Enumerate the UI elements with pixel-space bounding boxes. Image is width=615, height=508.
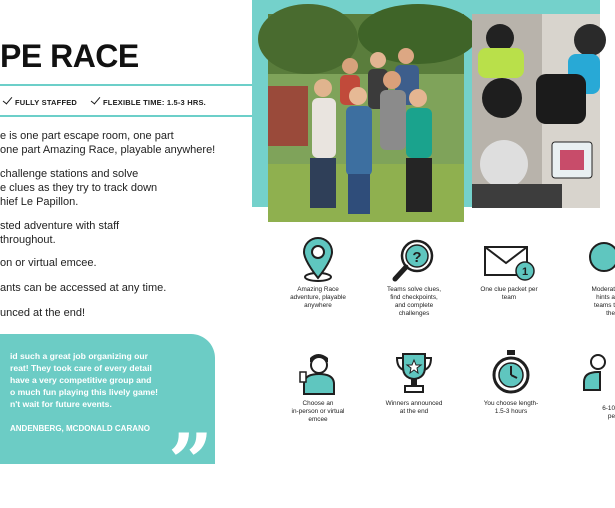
- feature-caption: You choose length- 1.5-3 hours: [483, 400, 539, 415]
- feature-caption: Winners announced at the end: [385, 400, 443, 415]
- description-line: challenge stations and solve: [0, 168, 139, 180]
- emcee-icon: [298, 350, 338, 401]
- feature-caption: Choose an in-person or virtual emcee: [291, 400, 345, 423]
- feature-caption: One clue packet per team: [480, 286, 538, 301]
- svg-text:?: ?: [412, 249, 422, 266]
- testimonial-line: o much fun playing this lively game!: [10, 387, 159, 397]
- people-icon: [582, 352, 600, 397]
- description-line: throughout.: [0, 234, 56, 246]
- feature-caption: Moderat hints a teams t the: [591, 286, 615, 317]
- description-line: one part Amazing Race, playable anywhere!: [0, 144, 216, 156]
- description-line: ants can be accessed at any time.: [0, 282, 167, 294]
- stopwatch-icon: [490, 349, 532, 400]
- svg-text:1: 1: [521, 266, 529, 278]
- question-magnifier-icon: [391, 237, 437, 288]
- description-line: e clues as they try to track down: [0, 182, 158, 194]
- team-activity-photo: [472, 14, 600, 208]
- team-photo: [268, 14, 464, 222]
- testimonial-box: [0, 334, 215, 508]
- check-icon: [3, 94, 13, 104]
- map-pin-icon: [301, 237, 335, 288]
- trophy-icon: [394, 351, 434, 400]
- quote-mark-icon: ”: [168, 417, 213, 508]
- testimonial-line: have a very competitive group and: [10, 375, 152, 385]
- description-line: on or virtual emcee.: [0, 257, 97, 269]
- description-line: e is one part escape room, one part: [0, 130, 174, 142]
- tag-flexible-time: FLEXIBLE TIME: 1.5-3 HRS.: [93, 96, 206, 107]
- description-line: unced at the end!: [0, 307, 86, 319]
- feature-caption: Teams solve clues, find checkpoints, and complete challenges: [387, 286, 441, 317]
- testimonial-line: reat! They took care of every detail: [10, 363, 152, 373]
- testimonial-signature: ANDENBERG, MCDONALD CARANO: [10, 424, 150, 433]
- tag-fully-staffed: FULLY STAFFED: [5, 96, 77, 107]
- envelope-icon: [483, 243, 537, 288]
- feature-caption: Amazing Race adventure, playable anywhere: [290, 286, 346, 309]
- testimonial-line: id such a great job organizing our: [10, 351, 148, 361]
- page-title: PE RACE: [0, 38, 139, 74]
- check-icon: [91, 94, 101, 104]
- description-line: sted adventure with staff: [0, 220, 120, 232]
- testimonial-line: n't wait for future events.: [10, 399, 112, 409]
- hint-icon: [586, 239, 600, 284]
- feature-caption: 6-10 pe: [602, 405, 615, 420]
- description-line: hief Le Papillon.: [0, 196, 79, 208]
